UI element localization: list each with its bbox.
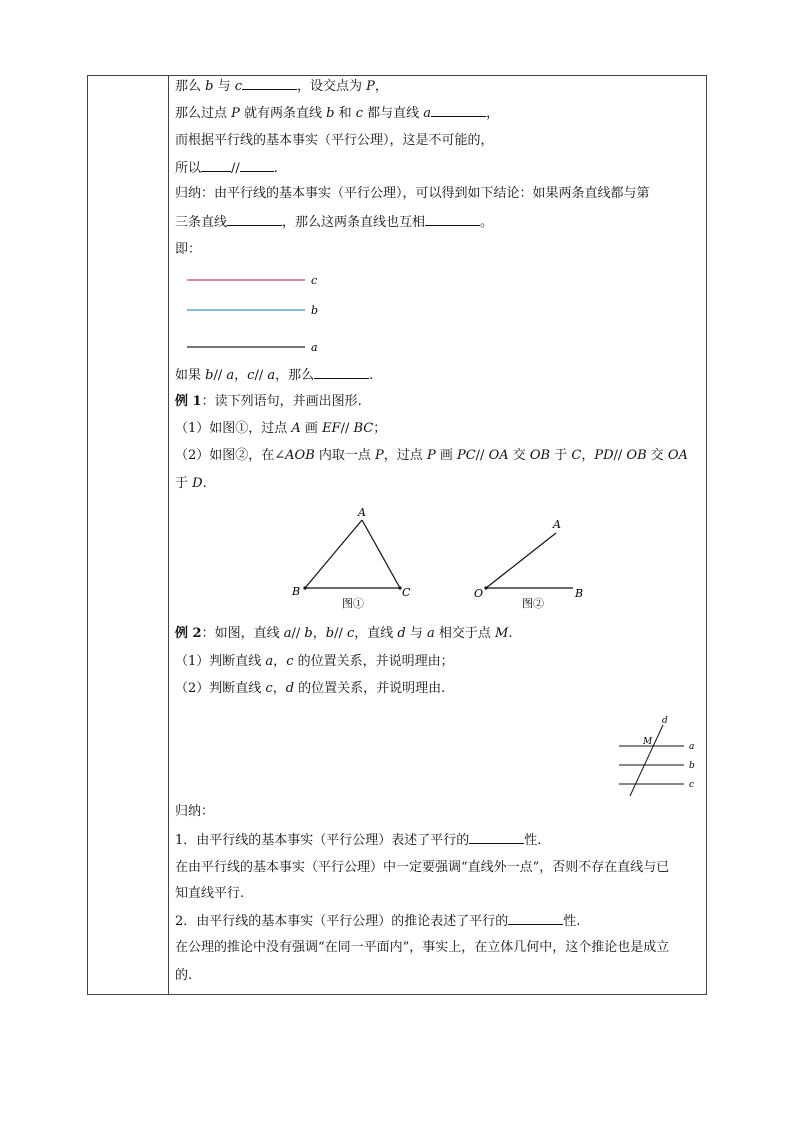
fig2-caption: 图② [522, 597, 544, 610]
summary-title: 归纳： [175, 804, 215, 819]
blank [508, 911, 563, 925]
example-2-q2: （2）判断直线 c，d 的位置关系，并说明理由. [175, 681, 446, 696]
summary-text-2: 在由平行线的基本事实（平行公理）中一定要强调“直线外一点”，否则不存在直线与已 [175, 860, 670, 875]
point-b [303, 586, 306, 589]
fig3-label-m: M [643, 737, 653, 747]
point-o [484, 586, 487, 589]
text-line-4: 所以 // . [175, 158, 278, 179]
fig3-label-c: c [689, 780, 695, 790]
summary-line-1: 归纳：由平行线的基本事实（平行公理），可以得到如下结论：如果两条直线都与第 [175, 186, 650, 201]
example-1-title: 例 1：读下列语句，并画出图形. [175, 394, 362, 409]
summary-item-1: 1．由平行线的基本事实（平行公理）表述了平行的 性. [175, 830, 541, 851]
example-2-figure [610, 712, 700, 802]
blank [227, 212, 282, 226]
blank [314, 365, 369, 379]
blank [242, 76, 297, 90]
triangle-side-ac [362, 520, 400, 588]
fig1-caption: 图① [342, 597, 364, 610]
example-1-q1: （1）如图①，过点 A 画 EF// BC； [175, 421, 387, 436]
summary-line-2: 三条直线 ，那么这两条直线也互相 。 [175, 212, 493, 233]
fig1-label-a: A [358, 506, 366, 519]
example-1-figures [285, 506, 595, 616]
fig1-label-c: C [402, 586, 411, 599]
blank [425, 212, 480, 226]
fig1-label-b: B [292, 585, 301, 598]
worksheet-table [87, 75, 707, 995]
fig3-label-d: d [662, 716, 668, 726]
fig2-label-a: A [553, 518, 561, 531]
blank [469, 830, 524, 844]
blank [431, 103, 486, 117]
label-c: c [311, 274, 318, 287]
label-b: b [311, 304, 319, 317]
fig2-label-o: O [474, 587, 484, 600]
text-line-1: 那么 b 与 c ，设交点为 P， [175, 76, 388, 97]
fig3-line-d [630, 725, 663, 796]
example-1-q2-cont: 于 D. [175, 476, 207, 491]
triangle-side-ab [305, 520, 362, 588]
summary-text-3: 知直线平行. [175, 886, 245, 901]
text-line-2: 那么过点 P 就有两条直线 b 和 c 都与直线 a ， [175, 103, 499, 124]
example-1-q2: （2）如图②，在∠AOB 内取一点 P，过点 P 画 PC// OA 交 OB 于 C，PD// OB 交 OA [175, 448, 688, 463]
text-line-3: 而根据平行线的基本事实（平行公理），这是不可能的， [175, 133, 494, 148]
fig2-label-b: B [575, 587, 584, 600]
blank [240, 158, 274, 172]
fig3-label-a: a [689, 742, 695, 752]
column-divider [168, 76, 169, 994]
blank [201, 158, 231, 172]
example-2-title: 例 2：如图，直线 a// b，b// c，直线 d 与 a 相交于点 M. [175, 626, 513, 641]
summary-item-2: 2．由平行线的基本事实（平行公理）的推论表述了平行的 性. [175, 911, 580, 932]
text-ie: 即： [175, 242, 202, 257]
label-a: a [311, 341, 318, 354]
summary-text-5: 在公理的推论中没有强调“在同一平面内”，事实上，在立体几何中，这个推论也是成立 [175, 940, 670, 955]
ray-oa [486, 533, 556, 588]
summary-text-6: 的. [175, 968, 193, 983]
parallel-lines-figure [175, 266, 335, 356]
example-2-q1: （1）判断直线 a，c 的位置关系，并说明理由； [175, 654, 454, 669]
text-line-conclusion: 如果 b// a，c// a，那么 . [175, 365, 373, 386]
fig3-label-b: b [689, 761, 695, 771]
